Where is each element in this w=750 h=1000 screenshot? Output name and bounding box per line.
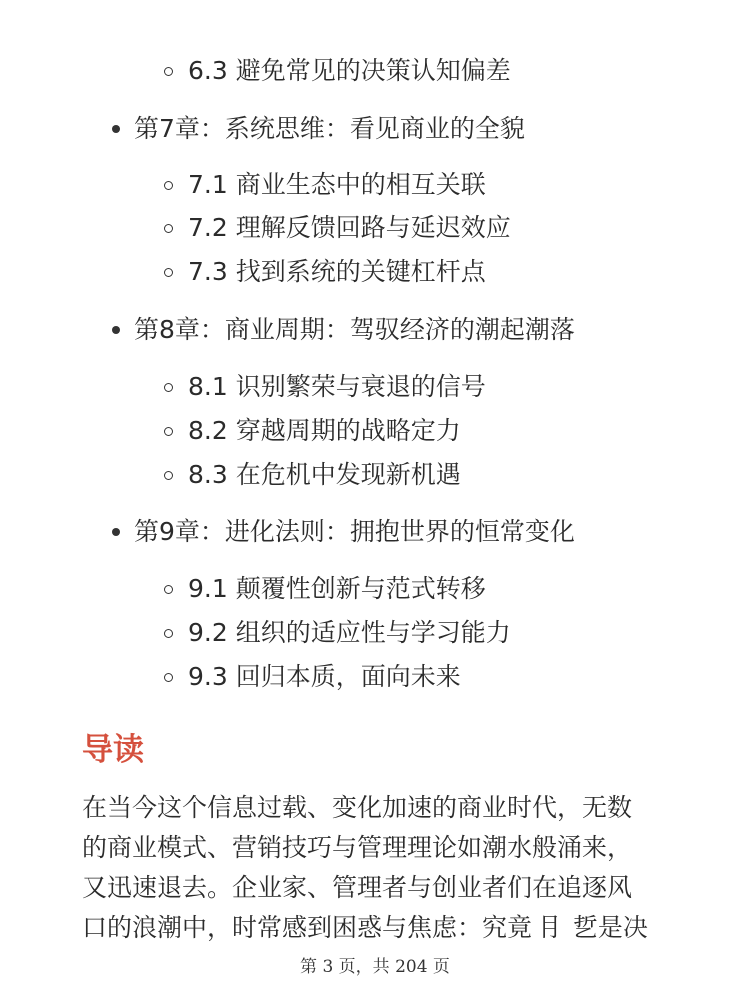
disc-bullet-icon: [112, 326, 120, 334]
circle-bullet-icon: [164, 268, 173, 277]
toc-chapter-9: 第9章：进化法则：拥抱世界的恒常变化: [134, 517, 575, 546]
section-heading: 导读: [82, 732, 144, 768]
disc-bullet-icon: [112, 125, 120, 133]
paragraph-line: 的商业模式、营销技巧与管理理论如潮水般涌来，: [82, 833, 633, 862]
circle-bullet-icon: [164, 629, 173, 638]
page-footer: 第 3 页，共 204 页: [300, 957, 450, 977]
paragraph-line: 在当今这个信息过载、变化加速的商业时代，无数: [82, 793, 633, 822]
circle-bullet-icon: [164, 585, 173, 594]
toc-item-9-2: 9.2 组织的适应性与学习能力: [188, 618, 511, 647]
toc-item-9-3: 9.3 回归本质，面向未来: [188, 662, 461, 691]
toc-item-7-2: 7.2 理解反馈回路与延迟效应: [188, 213, 511, 242]
circle-bullet-icon: [164, 673, 173, 682]
circle-bullet-icon: [164, 224, 173, 233]
toc-chapter-8: 第8章：商业周期：驾驭经济的潮起潮落: [134, 315, 575, 344]
toc-item-9-1: 9.1 颠覆性创新与范式转移: [188, 574, 486, 603]
intro-paragraph: [82, 788, 692, 948]
circle-bullet-icon: [164, 471, 173, 480]
toc-item-8-3: 8.3 在危机中发现新机遇: [188, 460, 461, 489]
toc-chapter-7: 第7章：系统思维：看见商业的全貌: [134, 114, 525, 143]
disc-bullet-icon: [112, 528, 120, 536]
paragraph-line: 口的浪潮中，时常感到困惑与焦虑：究竟 ⺝ 乴是决: [82, 913, 648, 942]
toc-item-8-2: 8.2 穿越周期的战略定力: [188, 416, 461, 445]
toc-item-7-1: 7.1 商业生态中的相互关联: [188, 170, 486, 199]
toc-item-7-3: 7.3 找到系统的关键杠杆点: [188, 257, 486, 286]
circle-bullet-icon: [164, 67, 173, 76]
circle-bullet-icon: [164, 427, 173, 436]
toc-item-8-1: 8.1 识别繁荣与衰退的信号: [188, 372, 486, 401]
circle-bullet-icon: [164, 181, 173, 190]
toc-item-6-3: 6.3 避免常见的决策认知偏差: [188, 56, 511, 85]
circle-bullet-icon: [164, 383, 173, 392]
paragraph-line: 又迅速退去。企业家、管理者与创业者们在追逐风: [82, 873, 633, 902]
